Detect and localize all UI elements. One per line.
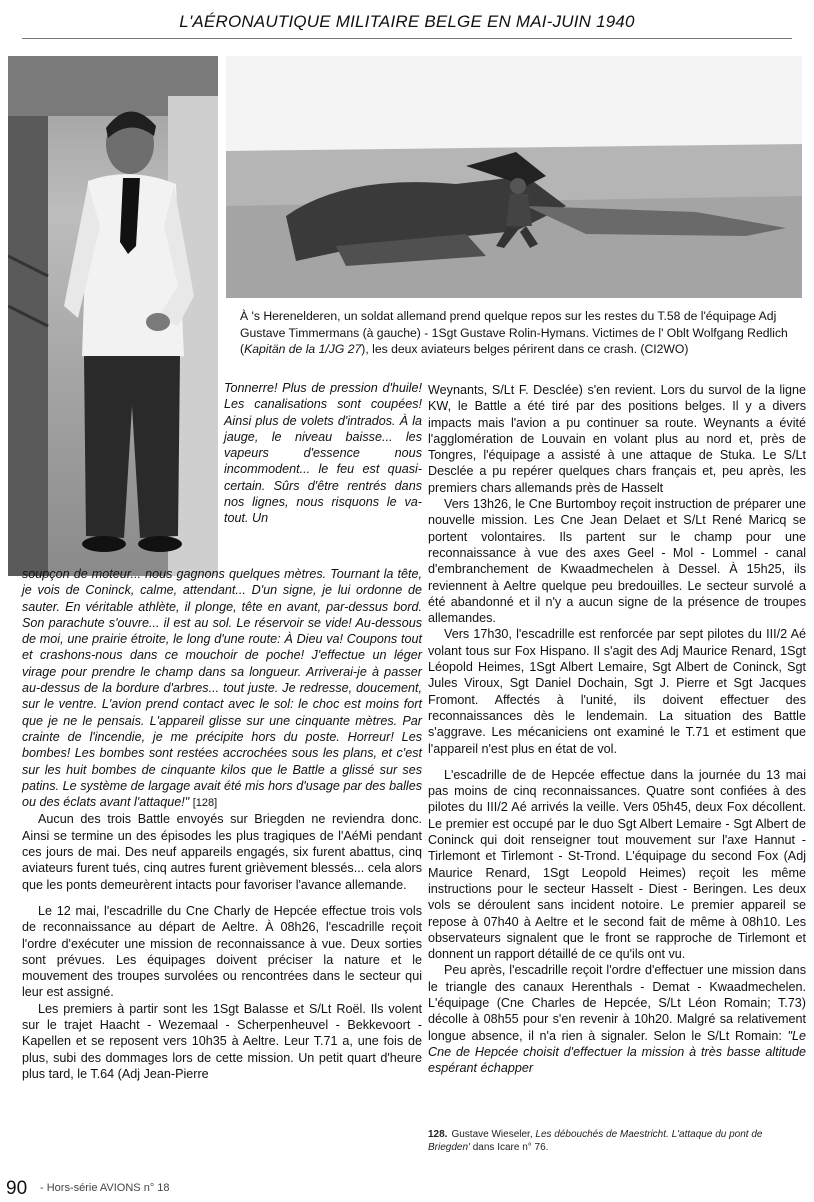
- portrait-illustration: [8, 56, 218, 576]
- footnote-number: 128.: [428, 1129, 448, 1140]
- footnote-text-a: Gustave Wieseler,: [451, 1129, 536, 1140]
- paragraph-peu-apres: [428, 962, 806, 1076]
- caption-text-b: ), les deux aviateurs belges périrent dans ce crash. (CI2WO): [361, 342, 689, 356]
- paragraph-weynants: Weynants, S/Lt F. Desclée) s'en revient. Lors du survol de la ligne KW, le Battle a été tiré par des positions belges. Il y a divers impacts mais l'avion a pu continuer sa route. Weynants a évité l'agglomération de Louvain en volant plus au nord et, près de Tongres, l'équipage a assisté à une attaque de Stuka. Le S/Lt Desclée a pu repérer quelques chars français et, peu après, les premiers chars allemands près de Hasselt: [428, 383, 806, 495]
- caption-text-a: À 's Herenelderen, un soldat allemand prend quelque repos sur les restes du T.58 de l'équipage Adj Gustave Timmermans (à gauche) - 1Sgt Gustave Rolin-Hymans. Victimes de l' Oblt Wolfgang Redlich (: [240, 309, 788, 356]
- paragraph-17h30: Vers 17h30, l'escadrille est renforcée par sept pilotes du III/2 Aé volant tous sur Fox Hispano. Il s'agit des Adj Maurice Renard, 1Sgt Léopold Heimes, 1Sgt Albert Lemaire, Sgt Albert de Coninck, Sgt Jules Viroux, Sgt Daniel Dochain, Sgt J. Pierre et Sgt Jacques Fromont. Affectés à l'unité, ils doivent effectuer des reconnaissances dès le lendemain. La situation des Battle s'aggrave. Les mécaniciens ont examiné le T.71 et estiment que l'appareil n'est plus en état de vol.: [428, 627, 806, 756]
- header-divider: [22, 38, 792, 39]
- right-column: [428, 382, 806, 1076]
- page-number: 90: [6, 1178, 28, 1199]
- running-title: L'AÉRONAUTIQUE MILITAIRE BELGE EN MAI-JUIN 1940: [179, 12, 635, 31]
- footnote-text-b: dans Icare n° 76.: [469, 1142, 549, 1153]
- peu-apres-quote: "Le Cne de Hepcée choisit d'effectuer la mission à très basse altitude espérant échapper: [428, 1028, 806, 1076]
- photo-aviator-portrait: [8, 56, 218, 576]
- photo-caption: [226, 300, 802, 372]
- photo-aircraft-wreck: [226, 56, 802, 298]
- page-footer: [0, 1176, 814, 1202]
- caption-text-italic: Kapitän de la 1/JG 27: [244, 342, 362, 356]
- paragraph-12-mai: Le 12 mai, l'escadrille du Cne Charly de Hepcée effectue trois vols de reconnaissance au départ de Aeltre. À 08h26, l'escadrille reçoit l'ordre d'exécuter une mission de reconnaissance à vue. Deux sorties sont prévues. Les équipages doivent préciser la nature et le mouvement des troupes survolées ou rencontrées dans le secteur qui leur est assigné.: [22, 903, 422, 1000]
- paragraph-13-mai: L'escadrille de de Hepcée effectue dans la journée du 13 mai pas moins de cinq reconnaissances. Quatre sont confiées à des pilotes du III/2 Aé arrivés la veille. Vers 05h45, deux Fox décollent. Le premier est occupé par le duo Sgt Albert Lemaire - Sgt Albert de Coninck qui doit renseigner tout mouvement sur l'axe Hannut - Tirlemont et Tirlemont - St-Trond. L'équipage du second Fox (Adj Maurice Renard, 1Sgt Leopold Heimes) reçoit les même instructions pour le secteur Hasselt - Diest - Beringen. Les deux vols se déroulent sans incident notoire. Le premier appareil se repose à 07h40 à Aeltre et le second fait de même à 08h10. Les observateurs signalent que le front se rapproche de Tirlemont et donnent un rapport détaillé de ce qu'ils ont vu.: [428, 767, 806, 962]
- paragraph-briegden: Aucun des trois Battle envoyés sur Briegden ne reviendra donc. Ainsi se termine un des épisodes les plus tragiques de l'AéMi pendant ces jours de mai. Des neuf appareils engagés, six furent abattus, cinq aviateurs furent tués, cinq autres furent grièvement blessés... cela alors que les ponts demeurèrent intacts pour favoriser l'avance allemande.: [22, 812, 422, 892]
- quote-continued-text: soupçon de moteur... nous gagnons quelques mètres. Tournant la tête, je vois de Coninck, calme, attendant... D'un signe, je lui ordonne de sauter. En véritable athlète, il plonge, tête en avant, par-dessus bord. Son parachute s'ouvre... il est au sol. Le réservoir se vide! Au-dessous de moi, une prairie étroite, le long d'une route: À Dieu va! Coupons tout et crashons-nous dans ce mouchoir de poche! J'effectue un léger virage pour prendre le champ dans sa longueur. Arriverai-je à passer au-dessus de la bordure d'arbres... tout juste. Je redresse, doucement, sur le ventre. L'avion prend contact avec le sol: le choc est moins fort que je ne le pensais. L'appareil glisse sur une cinquante mètres. Par crainte de l'incendie, je me précipite hors du poste. Horreur! Les bombes! Les bombes sont restées accrochées sous les plans, et c'est sur les huit bombes de cinquante kilos que le Battle a glissé sur ses patins. Le système de largage avait été mis hors d'usage par des balles ou des éclats avant l'attaque!": [22, 567, 422, 810]
- quote-continued: [22, 566, 422, 811]
- quote-intro-text: Tonnerre! Plus de pression d'huile! Les canalisations sont coupées! Ainsi plus de volets d'intrados. À la jauge, le niveau baisse... les vapeurs d'essence nous incommodent... le feu est quasi-certain. Sûrs d'être rentrés dans nos lignes, nous risquons le va-tout. Un: [224, 381, 422, 526]
- page-header: [0, 0, 814, 48]
- footnote-title: Les débouchés de Maestricht. L'attaque du pont de Briegden': [428, 1129, 763, 1153]
- peu-apres-text: Peu après, l'escadrille reçoit l'ordre d'effectuer une mission dans le triangle des canaux Herenthals - Demat - Kwaadmechelen. L'équipage (Cne Charles de Hepcée, S/Lt Léon Romain; T.73) décolle à 08h55 pour s'en revenir à 10h20. Malgré sa relativement longue absence, il n'a rien à signaler. Selon le S/Lt Romain:: [428, 963, 806, 1043]
- quote-intro: [224, 380, 422, 527]
- footnote: [428, 1128, 798, 1154]
- paragraph-13h26: Vers 13h26, le Cne Burtomboy reçoit instruction de préparer une nouvelle mission. Les Cne Jean Delaet et S/Lt René Maricq se portent volontaires. Ils partent sur le champ pour une reconnaissance à vue des axes Geel - Mol - Lommel - canal d'embranchement de Kwaadmechelen à Dessel. À 15h25, ils reviennent à Aeltre quelque peu bredouilles. Le secteur survolé a été abandonné et il n'y a aucun signe de la présence de troupes allemandes.: [428, 497, 806, 626]
- wreck-illustration: [226, 56, 802, 298]
- paragraph-premiers: Les premiers à partir sont les 1Sgt Balasse et S/Lt Roël. Ils volent sur le trajet Haacht - Wezemaal - Scherpenheuvel - Bekkevoort - Kapellen et se reposent vers 10h35 à Aeltre. Leur T.71 a, une fois de plus, subi des dommages lors de cette mission. Un petit quart d'heure plus tard, le T.64 (Adj Jean-Pierre: [22, 1001, 422, 1081]
- left-column: [22, 566, 422, 1082]
- publication-series: - Hors-série AVIONS n° 18: [40, 1182, 170, 1194]
- footnote-ref: [128]: [192, 797, 218, 810]
